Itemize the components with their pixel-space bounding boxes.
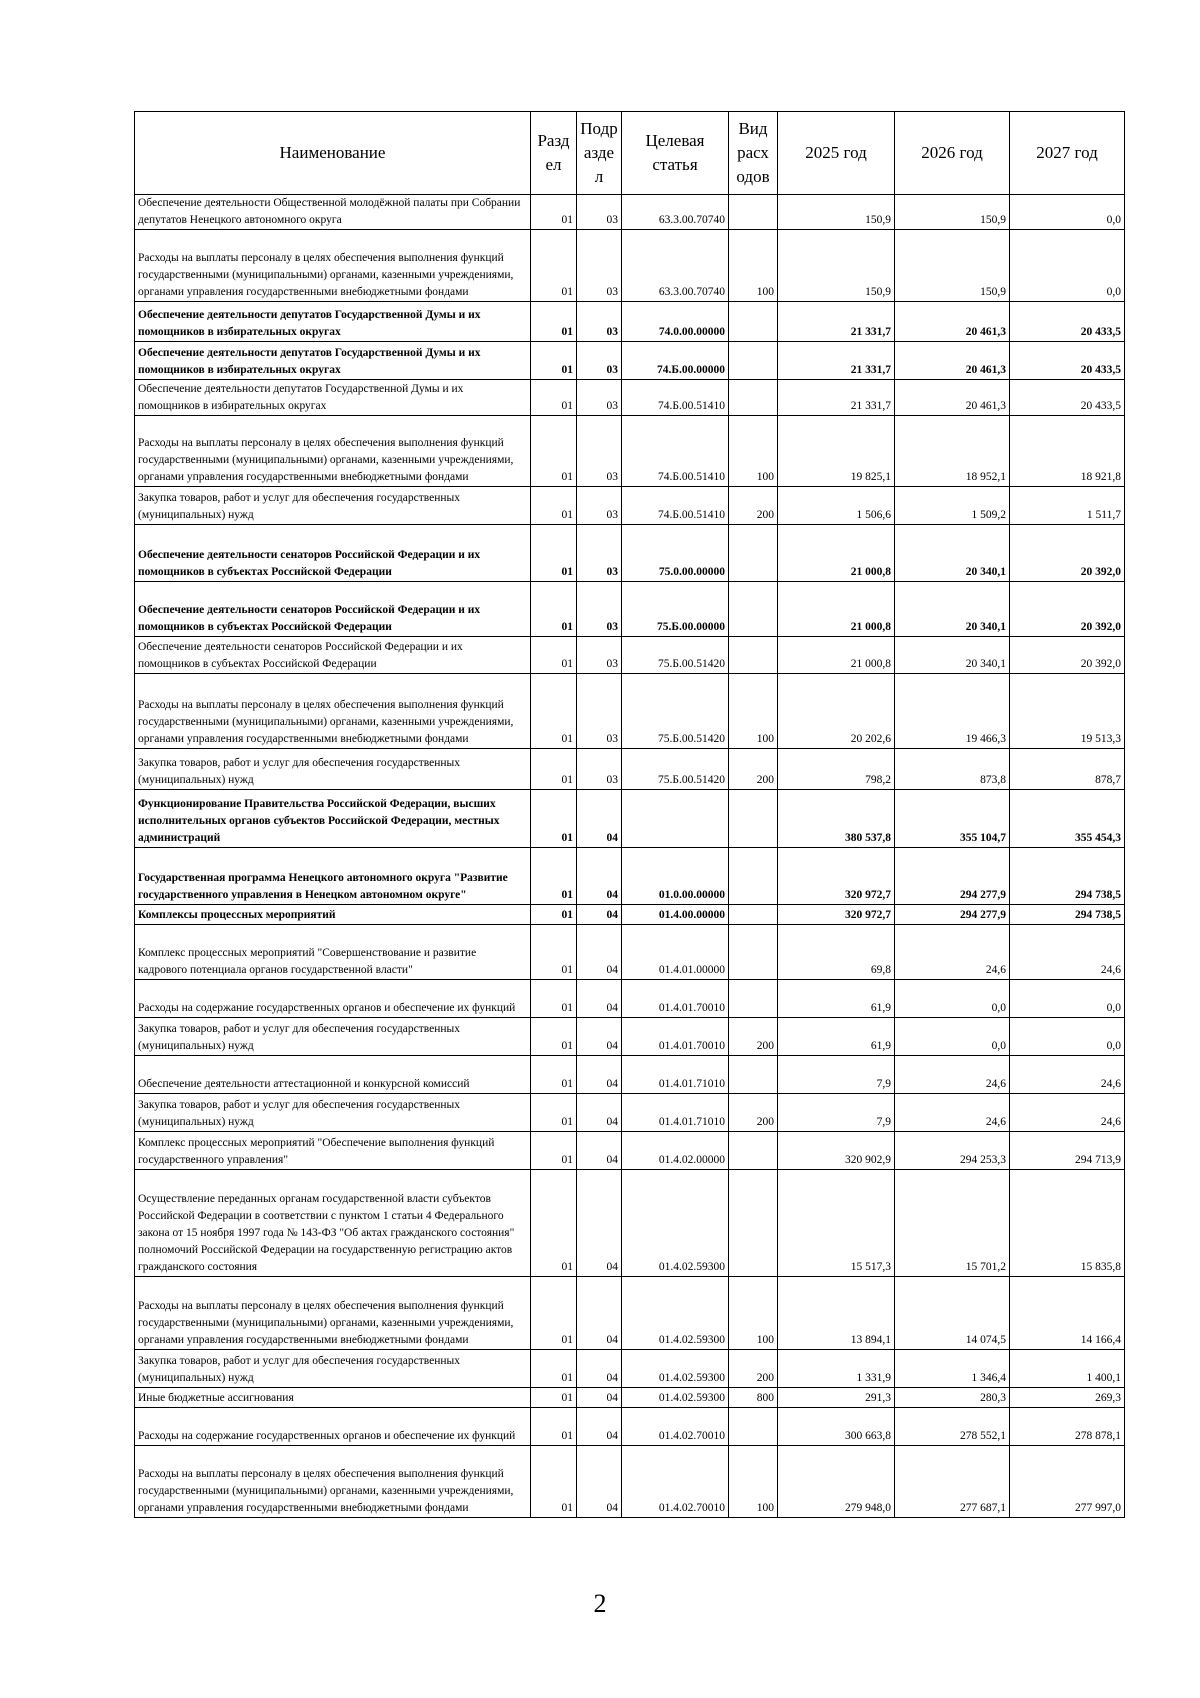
row-amount-2026: 24,6 [895, 1056, 1010, 1094]
row-amount-2027: 269,3 [1010, 1388, 1125, 1408]
row-name: Расходы на содержание государственных органов и обеспечение их функций [135, 1408, 531, 1446]
row-target-article: 01.4.01.70010 [622, 980, 729, 1018]
header-target-article: Целевая статья [622, 112, 729, 195]
row-podrazdel: 03 [577, 487, 622, 525]
row-target-article: 75.Б.00.51420 [622, 674, 729, 749]
row-podrazdel: 04 [577, 1388, 622, 1408]
row-name: Расходы на содержание государственных органов и обеспечение их функций [135, 980, 531, 1018]
row-podrazdel: 04 [577, 790, 622, 848]
row-amount-2026: 294 277,9 [895, 905, 1010, 925]
header-razdel: Разд ел [531, 112, 577, 195]
row-expense-type [729, 790, 778, 848]
row-amount-2025: 20 202,6 [778, 674, 895, 749]
table-row [135, 674, 1125, 749]
row-name: Обеспечение деятельности депутатов Государственной Думы и их помощников в избирательных округах [135, 342, 531, 380]
row-name: Обеспечение деятельности аттестационной и конкурсной комиссий [135, 1056, 531, 1094]
row-podrazdel: 03 [577, 342, 622, 380]
row-podrazdel: 03 [577, 637, 622, 674]
row-target-article: 01.4.02.59300 [622, 1170, 729, 1277]
row-expense-type [729, 637, 778, 674]
row-name: Закупка товаров, работ и услуг для обеспечения государственных (муниципальных) нужд [135, 487, 531, 525]
row-name: Осуществление переданных органам государственной власти субъектов Российской Федерации в соответствии с пунктом 1 статьи 4 Федерального закона от 15 ноября 1997 года № 143-ФЗ "Об актах гражданского состояния" полномочий Российской Федерации на государственную регистрацию актов гражданского состояния [135, 1170, 531, 1277]
row-amount-2027: 15 835,8 [1010, 1170, 1125, 1277]
row-name: Обеспечение деятельности депутатов Государственной Думы и их помощников в избирательных округах [135, 380, 531, 416]
row-target-article: 01.4.02.59300 [622, 1350, 729, 1388]
row-amount-2027: 0,0 [1010, 1018, 1125, 1056]
table-row [135, 302, 1125, 342]
row-razdel: 01 [531, 1350, 577, 1388]
row-amount-2026: 20 461,3 [895, 342, 1010, 380]
row-amount-2026: 150,9 [895, 230, 1010, 302]
row-expense-type [729, 195, 778, 230]
table-row [135, 1388, 1125, 1408]
row-podrazdel: 04 [577, 1350, 622, 1388]
row-razdel: 01 [531, 195, 577, 230]
row-razdel: 01 [531, 1132, 577, 1170]
row-podrazdel: 04 [577, 1132, 622, 1170]
row-amount-2027: 14 166,4 [1010, 1277, 1125, 1350]
row-name: Государственная программа Ненецкого автономного округа "Развитие государственного управления в Ненецком автономном округе" [135, 848, 531, 905]
row-expense-type: 100 [729, 674, 778, 749]
row-amount-2026: 20 340,1 [895, 637, 1010, 674]
row-amount-2025: 150,9 [778, 230, 895, 302]
row-expense-type: 200 [729, 487, 778, 525]
table-row [135, 1094, 1125, 1132]
row-amount-2025: 7,9 [778, 1094, 895, 1132]
row-razdel: 01 [531, 1170, 577, 1277]
row-amount-2027: 20 392,0 [1010, 525, 1125, 582]
row-amount-2026: 294 253,3 [895, 1132, 1010, 1170]
table-row [135, 1446, 1125, 1518]
row-amount-2027: 20 392,0 [1010, 582, 1125, 637]
table-row [135, 925, 1125, 980]
row-podrazdel: 04 [577, 1056, 622, 1094]
row-amount-2026: 24,6 [895, 925, 1010, 980]
row-target-article: 01.0.00.00000 [622, 848, 729, 905]
row-razdel: 01 [531, 1277, 577, 1350]
row-name: Расходы на выплаты персоналу в целях обеспечения выполнения функций государственными (муниципальными) органами, казенными учреждениями, органами управления государственными внебюджетными фондами [135, 230, 531, 302]
row-target-article: 75.Б.00.00000 [622, 582, 729, 637]
row-podrazdel: 04 [577, 1170, 622, 1277]
row-name: Обеспечение деятельности Общественной молодёжной палаты при Собрании депутатов Ненецкого автономного округа [135, 195, 531, 230]
row-podrazdel: 03 [577, 416, 622, 487]
row-podrazdel: 04 [577, 1446, 622, 1518]
row-podrazdel: 03 [577, 380, 622, 416]
row-amount-2025: 7,9 [778, 1056, 895, 1094]
row-amount-2025: 21 331,7 [778, 380, 895, 416]
row-target-article [622, 790, 729, 848]
row-amount-2025: 320 972,7 [778, 905, 895, 925]
row-name: Расходы на выплаты персоналу в целях обеспечения выполнения функций государственными (муниципальными) органами, казенными учреждениями, органами управления государственными внебюджетными фондами [135, 416, 531, 487]
row-amount-2025: 13 894,1 [778, 1277, 895, 1350]
row-expense-type: 200 [729, 1094, 778, 1132]
row-expense-type [729, 905, 778, 925]
row-amount-2026: 20 461,3 [895, 302, 1010, 342]
row-target-article: 75.0.00.00000 [622, 525, 729, 582]
table-row [135, 1056, 1125, 1094]
row-podrazdel: 03 [577, 195, 622, 230]
row-amount-2025: 21 331,7 [778, 302, 895, 342]
row-amount-2026: 20 461,3 [895, 380, 1010, 416]
row-expense-type [729, 582, 778, 637]
row-amount-2025: 15 517,3 [778, 1170, 895, 1277]
row-amount-2026: 1 346,4 [895, 1350, 1010, 1388]
row-target-article: 01.4.02.59300 [622, 1388, 729, 1408]
row-amount-2027: 277 997,0 [1010, 1446, 1125, 1518]
row-expense-type [729, 525, 778, 582]
row-podrazdel: 04 [577, 980, 622, 1018]
row-amount-2027: 1 511,7 [1010, 487, 1125, 525]
row-podrazdel: 03 [577, 525, 622, 582]
row-amount-2025: 61,9 [778, 1018, 895, 1056]
row-amount-2027: 18 921,8 [1010, 416, 1125, 487]
row-amount-2027: 0,0 [1010, 195, 1125, 230]
row-amount-2027: 0,0 [1010, 230, 1125, 302]
row-amount-2026: 18 952,1 [895, 416, 1010, 487]
row-podrazdel: 03 [577, 749, 622, 790]
row-amount-2027: 20 433,5 [1010, 380, 1125, 416]
header-podrazdel: Подр азде л [577, 112, 622, 195]
header-year-2027: 2027 год [1010, 112, 1125, 195]
row-razdel: 01 [531, 380, 577, 416]
row-target-article: 74.Б.00.51410 [622, 487, 729, 525]
table-row [135, 637, 1125, 674]
table-row [135, 582, 1125, 637]
row-razdel: 01 [531, 230, 577, 302]
row-expense-type: 200 [729, 1018, 778, 1056]
row-amount-2025: 21 000,8 [778, 525, 895, 582]
table-row [135, 980, 1125, 1018]
table-row [135, 342, 1125, 380]
row-amount-2025: 21 000,8 [778, 582, 895, 637]
row-amount-2025: 320 902,9 [778, 1132, 895, 1170]
row-target-article: 63.3.00.70740 [622, 230, 729, 302]
row-podrazdel: 04 [577, 1094, 622, 1132]
row-razdel: 01 [531, 302, 577, 342]
row-razdel: 01 [531, 525, 577, 582]
row-razdel: 01 [531, 790, 577, 848]
row-target-article: 75.Б.00.51420 [622, 749, 729, 790]
row-expense-type [729, 1132, 778, 1170]
row-amount-2027: 1 400,1 [1010, 1350, 1125, 1388]
row-amount-2025: 320 972,7 [778, 848, 895, 905]
row-amount-2027: 20 433,5 [1010, 302, 1125, 342]
header-name: Наименование [135, 112, 531, 195]
row-podrazdel: 04 [577, 1018, 622, 1056]
row-name: Обеспечение деятельности депутатов Государственной Думы и их помощников в избирательных округах [135, 302, 531, 342]
row-razdel: 01 [531, 749, 577, 790]
row-target-article: 74.Б.00.00000 [622, 342, 729, 380]
row-amount-2026: 15 701,2 [895, 1170, 1010, 1277]
row-target-article: 63.3.00.70740 [622, 195, 729, 230]
header-year-2025: 2025 год [778, 112, 895, 195]
row-expense-type: 100 [729, 416, 778, 487]
budget-table-container [134, 111, 1124, 1518]
row-target-article: 01.4.00.00000 [622, 905, 729, 925]
row-amount-2027: 24,6 [1010, 925, 1125, 980]
table-row [135, 416, 1125, 487]
row-podrazdel: 03 [577, 582, 622, 637]
row-target-article: 01.4.02.59300 [622, 1277, 729, 1350]
row-razdel: 01 [531, 1056, 577, 1094]
row-name: Расходы на выплаты персоналу в целях обеспечения выполнения функций государственными (муниципальными) органами, казенными учреждениями, органами управления государственными внебюджетными фондами [135, 1446, 531, 1518]
table-row [135, 1408, 1125, 1446]
row-target-article: 01.4.01.70010 [622, 1018, 729, 1056]
row-amount-2026: 0,0 [895, 1018, 1010, 1056]
row-expense-type: 100 [729, 1277, 778, 1350]
row-name: Обеспечение деятельности сенаторов Российской Федерации и их помощников в субъектах Российской Федерации [135, 637, 531, 674]
row-amount-2027: 20 433,5 [1010, 342, 1125, 380]
row-amount-2027: 278 878,1 [1010, 1408, 1125, 1446]
row-podrazdel: 04 [577, 925, 622, 980]
table-row [135, 380, 1125, 416]
row-expense-type [729, 1170, 778, 1277]
row-name: Закупка товаров, работ и услуг для обеспечения государственных (муниципальных) нужд [135, 749, 531, 790]
row-razdel: 01 [531, 905, 577, 925]
row-amount-2027: 0,0 [1010, 980, 1125, 1018]
table-row [135, 230, 1125, 302]
row-name: Комплексы процессных мероприятий [135, 905, 531, 925]
row-target-article: 01.4.02.70010 [622, 1408, 729, 1446]
row-podrazdel: 04 [577, 1408, 622, 1446]
row-amount-2025: 21 000,8 [778, 637, 895, 674]
row-amount-2025: 291,3 [778, 1388, 895, 1408]
row-amount-2026: 0,0 [895, 980, 1010, 1018]
row-name: Иные бюджетные ассигнования [135, 1388, 531, 1408]
row-razdel: 01 [531, 487, 577, 525]
row-expense-type: 200 [729, 749, 778, 790]
row-razdel: 01 [531, 637, 577, 674]
table-row [135, 1018, 1125, 1056]
row-target-article: 75.Б.00.51420 [622, 637, 729, 674]
row-razdel: 01 [531, 416, 577, 487]
row-amount-2025: 279 948,0 [778, 1446, 895, 1518]
table-row [135, 195, 1125, 230]
table-row [135, 905, 1125, 925]
row-podrazdel: 03 [577, 674, 622, 749]
row-target-article: 01.4.01.00000 [622, 925, 729, 980]
table-row [135, 749, 1125, 790]
row-name: Комплекс процессных мероприятий "Совершенствование и развитие кадрового потенциала органов государственной власти" [135, 925, 531, 980]
row-razdel: 01 [531, 925, 577, 980]
row-amount-2027: 294 713,9 [1010, 1132, 1125, 1170]
row-amount-2025: 61,9 [778, 980, 895, 1018]
row-razdel: 01 [531, 1094, 577, 1132]
row-amount-2026: 14 074,5 [895, 1277, 1010, 1350]
row-amount-2025: 19 825,1 [778, 416, 895, 487]
row-expense-type [729, 1056, 778, 1094]
row-expense-type [729, 380, 778, 416]
row-target-article: 74.Б.00.51410 [622, 416, 729, 487]
table-row [135, 1277, 1125, 1350]
row-razdel: 01 [531, 1408, 577, 1446]
row-name: Комплекс процессных мероприятий "Обеспечение выполнения функций государственного управления" [135, 1132, 531, 1170]
row-amount-2027: 355 454,3 [1010, 790, 1125, 848]
row-razdel: 01 [531, 980, 577, 1018]
table-row [135, 848, 1125, 905]
table-row [135, 525, 1125, 582]
row-razdel: 01 [531, 1388, 577, 1408]
row-expense-type [729, 302, 778, 342]
row-target-article: 01.4.01.71010 [622, 1056, 729, 1094]
row-expense-type: 100 [729, 1446, 778, 1518]
row-name: Расходы на выплаты персоналу в целях обеспечения выполнения функций государственными (муниципальными) органами, казенными учреждениями, органами управления государственными внебюджетными фондами [135, 1277, 531, 1350]
row-amount-2027: 294 738,5 [1010, 905, 1125, 925]
row-amount-2025: 21 331,7 [778, 342, 895, 380]
budget-table [134, 111, 1125, 1518]
row-podrazdel: 03 [577, 230, 622, 302]
row-name: Закупка товаров, работ и услуг для обеспечения государственных (муниципальных) нужд [135, 1350, 531, 1388]
row-amount-2027: 294 738,5 [1010, 848, 1125, 905]
row-amount-2025: 300 663,8 [778, 1408, 895, 1446]
row-target-article: 01.4.02.70010 [622, 1446, 729, 1518]
table-row [135, 1350, 1125, 1388]
row-expense-type [729, 342, 778, 380]
row-amount-2025: 69,8 [778, 925, 895, 980]
table-row [135, 1132, 1125, 1170]
row-name: Закупка товаров, работ и услуг для обеспечения государственных (муниципальных) нужд [135, 1094, 531, 1132]
row-podrazdel: 04 [577, 1277, 622, 1350]
row-amount-2027: 878,7 [1010, 749, 1125, 790]
row-expense-type [729, 848, 778, 905]
table-header-row [135, 112, 1125, 195]
row-expense-type: 100 [729, 230, 778, 302]
row-name: Закупка товаров, работ и услуг для обеспечения государственных (муниципальных) нужд [135, 1018, 531, 1056]
row-expense-type: 800 [729, 1388, 778, 1408]
row-amount-2027: 19 513,3 [1010, 674, 1125, 749]
row-expense-type [729, 1408, 778, 1446]
table-row [135, 1170, 1125, 1277]
row-amount-2026: 24,6 [895, 1094, 1010, 1132]
row-target-article: 01.4.01.71010 [622, 1094, 729, 1132]
row-name: Функционирование Правительства Российской Федерации, высших исполнительных органов субъектов Российской Федерации, местных администраций [135, 790, 531, 848]
row-target-article: 01.4.02.00000 [622, 1132, 729, 1170]
row-amount-2026: 294 277,9 [895, 848, 1010, 905]
row-amount-2026: 278 552,1 [895, 1408, 1010, 1446]
table-body [135, 195, 1125, 1518]
row-name: Обеспечение деятельности сенаторов Российской Федерации и их помощников в субъектах Российской Федерации [135, 582, 531, 637]
row-amount-2026: 277 687,1 [895, 1446, 1010, 1518]
row-amount-2026: 355 104,7 [895, 790, 1010, 848]
row-expense-type [729, 980, 778, 1018]
row-amount-2027: 24,6 [1010, 1094, 1125, 1132]
row-amount-2026: 150,9 [895, 195, 1010, 230]
row-razdel: 01 [531, 848, 577, 905]
row-amount-2026: 1 509,2 [895, 487, 1010, 525]
row-razdel: 01 [531, 1446, 577, 1518]
row-amount-2025: 150,9 [778, 195, 895, 230]
row-amount-2027: 24,6 [1010, 1056, 1125, 1094]
row-target-article: 74.Б.00.51410 [622, 380, 729, 416]
page-number: 2 [593, 1589, 607, 1618]
row-amount-2026: 20 340,1 [895, 582, 1010, 637]
row-expense-type: 200 [729, 1350, 778, 1388]
row-amount-2025: 1 506,6 [778, 487, 895, 525]
row-amount-2025: 798,2 [778, 749, 895, 790]
row-target-article: 74.0.00.00000 [622, 302, 729, 342]
table-row [135, 487, 1125, 525]
row-razdel: 01 [531, 1018, 577, 1056]
row-expense-type [729, 925, 778, 980]
row-amount-2026: 19 466,3 [895, 674, 1010, 749]
row-name: Обеспечение деятельности сенаторов Российской Федерации и их помощников в субъектах Российской Федерации [135, 525, 531, 582]
header-year-2026: 2026 год [895, 112, 1010, 195]
row-amount-2025: 1 331,9 [778, 1350, 895, 1388]
row-podrazdel: 04 [577, 905, 622, 925]
row-amount-2025: 380 537,8 [778, 790, 895, 848]
table-row [135, 790, 1125, 848]
row-podrazdel: 03 [577, 302, 622, 342]
row-amount-2027: 20 392,0 [1010, 637, 1125, 674]
row-razdel: 01 [531, 674, 577, 749]
header-expense-type: Вид расх одов [729, 112, 778, 195]
row-name: Расходы на выплаты персоналу в целях обеспечения выполнения функций государственными (муниципальными) органами, казенными учреждениями, органами управления государственными внебюджетными фондами [135, 674, 531, 749]
row-amount-2026: 280,3 [895, 1388, 1010, 1408]
row-podrazdel: 04 [577, 848, 622, 905]
row-amount-2026: 20 340,1 [895, 525, 1010, 582]
row-razdel: 01 [531, 582, 577, 637]
row-razdel: 01 [531, 342, 577, 380]
row-amount-2026: 873,8 [895, 749, 1010, 790]
